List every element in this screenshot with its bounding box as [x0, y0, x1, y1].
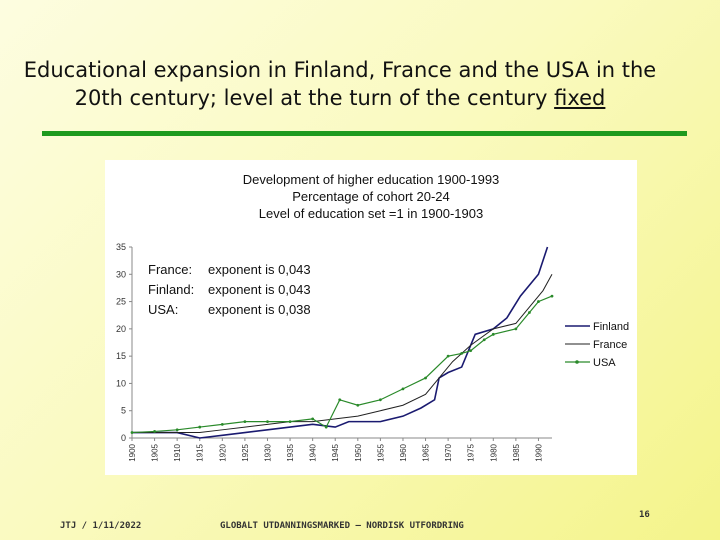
y-tick-label: 30 — [115, 269, 126, 280]
usa-point — [153, 430, 156, 433]
usa-point — [460, 352, 463, 355]
chart-subtitle-2: Level of education set =1 in 1900-1903 — [258, 206, 484, 221]
x-tick-label: 1935 — [286, 444, 296, 462]
series-line-usa — [132, 296, 552, 432]
usa-point — [221, 423, 224, 426]
usa-point — [311, 418, 314, 421]
usa-point — [447, 355, 450, 358]
usa-point — [379, 398, 382, 401]
usa-point — [289, 420, 292, 423]
x-tick-label: 1955 — [376, 444, 386, 462]
x-tick-label: 1950 — [353, 444, 363, 462]
x-tick-label: 1975 — [466, 444, 476, 462]
y-tick-label: 10 — [115, 378, 126, 389]
annotation-label: USA: — [148, 302, 179, 317]
usa-point — [266, 420, 269, 423]
chart-title: Development of higher education 1900-1993 — [242, 172, 500, 187]
usa-point — [469, 349, 472, 352]
annotation-label: Finland: — [148, 282, 195, 297]
usa-point — [338, 398, 341, 401]
legend-marker-usa — [575, 360, 579, 364]
annotation-value: exponent is 0,038 — [208, 302, 311, 317]
legend-label-usa: USA — [593, 357, 616, 369]
x-tick-label: 1985 — [511, 444, 521, 462]
x-tick-label: 1900 — [128, 444, 137, 462]
usa-point — [402, 387, 405, 390]
x-tick-label: 1965 — [421, 444, 431, 462]
x-tick-label: 1970 — [444, 444, 454, 462]
legend-label-france: France — [593, 339, 628, 351]
annotation-label: France: — [148, 262, 193, 277]
footer-center: GLOBALT UTDANNINGSMARKED – NORDISK UTFORDRING — [220, 521, 464, 531]
usa-point — [514, 327, 517, 330]
chart-panel — [105, 160, 637, 475]
x-tick-label: 1940 — [308, 444, 318, 462]
usa-point — [551, 295, 554, 298]
y-tick-label: 0 — [120, 433, 126, 443]
y-tick-label: 15 — [115, 351, 126, 362]
x-tick-label: 1910 — [173, 444, 183, 462]
usa-point — [492, 333, 495, 336]
series-line-france — [132, 274, 552, 432]
y-tick-label: 25 — [115, 296, 126, 307]
chart-subtitle-1: Percentage of cohort 20-24 — [292, 189, 450, 204]
x-tick-label: 1930 — [263, 444, 273, 462]
title-main: Educational expansion in Finland, France and the USA in the 20th century; level at the turn of the century — [23, 58, 657, 110]
usa-point — [528, 311, 531, 314]
usa-point — [244, 420, 247, 423]
x-tick-label: 1960 — [398, 444, 408, 462]
usa-point — [198, 426, 201, 429]
x-tick-label: 1945 — [331, 444, 341, 462]
x-tick-label: 1990 — [534, 444, 544, 462]
legend-label-finland: Finland — [593, 321, 630, 333]
line-chart — [105, 160, 637, 475]
x-tick-label: 1915 — [195, 444, 205, 462]
x-tick-label: 1905 — [150, 444, 160, 462]
y-tick-label: 20 — [115, 323, 126, 334]
usa-point — [176, 428, 179, 431]
title-divider — [42, 131, 687, 136]
usa-point — [356, 404, 359, 407]
y-tick-label: 35 — [115, 242, 126, 252]
usa-point — [325, 426, 328, 429]
annotation-value: exponent is 0,043 — [208, 262, 311, 277]
footer-left: JTJ / 1/11/2022 — [60, 521, 142, 531]
x-tick-label: 1925 — [240, 444, 250, 462]
x-tick-label: 1920 — [218, 444, 228, 462]
page-number: 16 — [639, 510, 650, 520]
x-tick-label: 1980 — [489, 444, 499, 462]
y-tick-label: 5 — [120, 405, 126, 416]
usa-point — [424, 377, 427, 380]
series-line-finland — [132, 247, 547, 438]
usa-point — [537, 300, 540, 303]
slide-title — [20, 56, 660, 112]
annotation-value: exponent is 0,043 — [208, 282, 311, 297]
title-underlined: fixed — [554, 86, 606, 110]
usa-point — [483, 338, 486, 341]
usa-point — [131, 431, 134, 434]
